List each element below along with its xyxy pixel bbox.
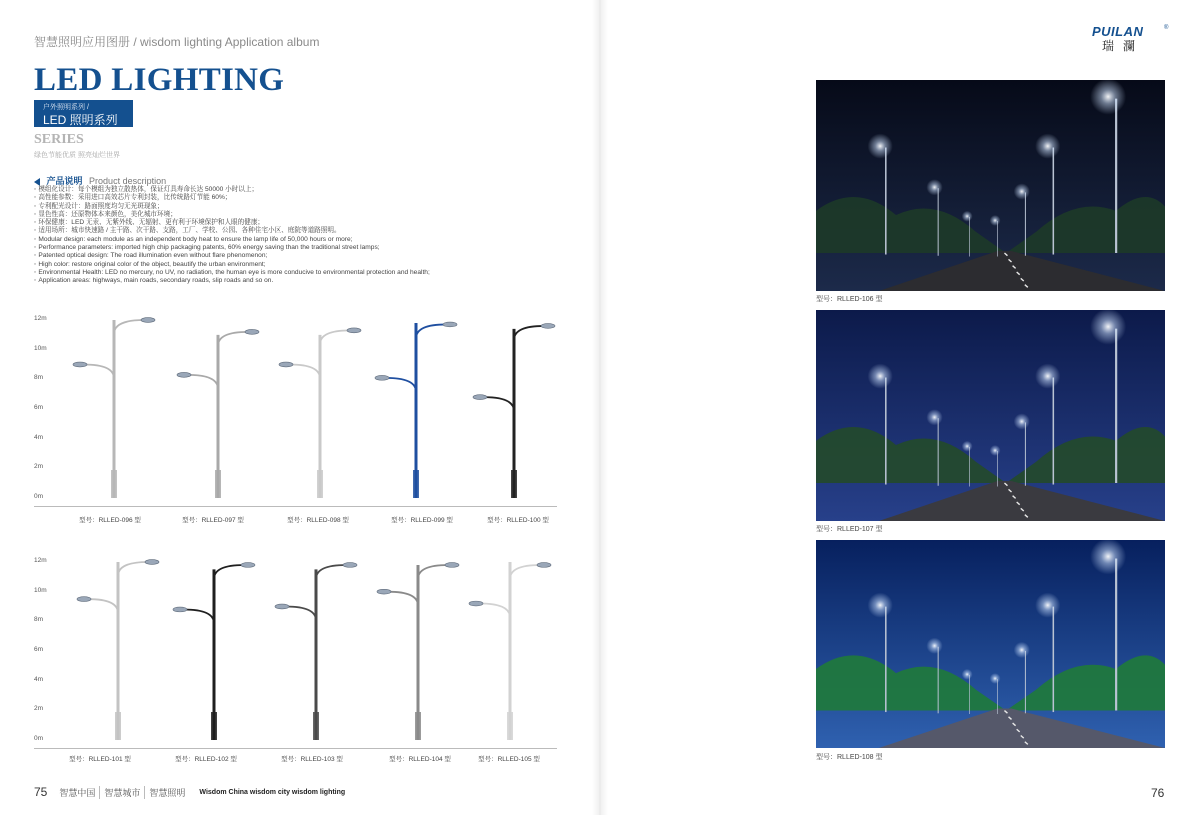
height-scale-label: 12m (34, 315, 47, 322)
pole-model-label: 型号：RLLED-101 型 (69, 756, 131, 763)
height-scale-label: 0m (34, 493, 44, 500)
ground-line (34, 748, 557, 749)
street-light-pole-icon (473, 324, 555, 498)
album-title: 智慧照明应用图册 / wisdom lighting Application album (34, 35, 320, 49)
pole-model-label: 型号：RLLED-099 型 (391, 517, 453, 524)
series-badge (34, 100, 133, 127)
pole-model-label: 型号：RLLED-102 型 (175, 756, 237, 763)
brand-logo-cn: 瑞瀾 (1102, 39, 1145, 53)
pole-row-bottom (0, 554, 600, 766)
night-street-scene (816, 540, 1165, 748)
description-line: ◦ 显色性高：还原物体本来颜色，美化城市环境； (34, 211, 579, 219)
height-scale-label: 10m (34, 586, 47, 594)
series-badge-subtitle: 户外照明系列 / (43, 104, 89, 111)
description-heading-cn: 产品说明 (46, 176, 83, 186)
description-heading-en: Product description (89, 176, 167, 186)
pole-model-label: 型号：RLLED-098 型 (287, 517, 349, 524)
triangle-marker-icon (34, 178, 40, 186)
height-scale-label: 0m (34, 735, 44, 742)
pole-model-label: 型号：RLLED-105 型 (478, 756, 540, 763)
description-line: ◦ Application areas: highways, main roads, secondary roads, slip roads and so on. (34, 277, 579, 285)
description-line: ◦ 专利配光设计：路面照度均匀无光斑现象； (34, 203, 579, 211)
description-line: ◦ 模组化设计：每个模组为独立散热体，保证灯具寿命长达 50000 小时以上； (34, 186, 579, 194)
description-line: ◦ 高性能参数：采用进口高效芯片专利封装，比传统路灯节能 60%； (34, 194, 579, 202)
street-light-pole-icon (375, 322, 457, 498)
pole-model-label: 型号：RLLED-097 型 (182, 517, 244, 524)
street-light-pole-icon (77, 560, 159, 740)
height-scale-label: 2m (34, 705, 44, 713)
pole-model-label: 型号：RLLED-096 型 (79, 517, 141, 524)
night-street-scene (816, 310, 1165, 521)
pole-row-top (0, 312, 600, 527)
night-street-photo (816, 540, 1165, 748)
ground-line (34, 506, 557, 507)
height-scale-label: 6m (34, 404, 44, 411)
height-scale-label: 4m (34, 675, 44, 683)
brand-registered-mark: ® (1164, 25, 1169, 31)
description-line: ◦ Patented optical design: The road illumination even without flare phenomenon; (34, 252, 579, 260)
pole-drawings (0, 312, 600, 504)
footer-slogan: Wisdom China wisdom city wisdom lighting (199, 788, 346, 796)
street-light-pole-icon (275, 563, 357, 740)
page-number-left: 75 (34, 785, 48, 799)
description-line: ◦ Modular design: each module as an independent body heat to ensure the lamp life of 50,000 hours or more; (34, 236, 579, 244)
height-scale-label: 4m (34, 433, 44, 441)
height-scale-label: 12m (34, 557, 47, 564)
night-street-scene (816, 80, 1165, 291)
height-scale-label: 8m (34, 616, 44, 624)
page-title: LED LIGHTING (34, 62, 285, 98)
footer-tag: 智慧照明 (144, 786, 189, 799)
series-label: SERIES (34, 132, 84, 147)
street-light-pole-icon (73, 318, 155, 498)
footer-left (34, 785, 345, 799)
height-scale-label: 8m (34, 374, 44, 382)
description-list (34, 186, 579, 286)
height-scale-label: 10m (34, 344, 47, 352)
pole-model-label: 型号：RLLED-104 型 (389, 756, 451, 763)
photo-caption: 型号：RLLED-106 型 (816, 296, 883, 303)
street-light-pole-icon (173, 563, 255, 740)
pole-model-label: 型号：RLLED-100 型 (487, 517, 549, 524)
street-light-pole-icon (469, 562, 551, 740)
photo-caption: 型号：RLLED-108 型 (816, 754, 883, 761)
description-line: ◦ 适用场所：城市快速路 / 主干路、次干路、支路，工厂、学校、公园、各种住宅小区、庭院等道路照明。 (34, 227, 579, 235)
brand-logo-en: PUILAN (1092, 24, 1144, 39)
series-slogan: 绿色节能优质 照亮灿烂世界 (34, 152, 120, 159)
pole-model-label: 型号：RLLED-103 型 (281, 756, 343, 763)
street-light-pole-icon (279, 328, 361, 498)
description-line: ◦ Environmental Health: LED no mercury, no UV, no radiation, the human eye is more conducive to environmental protection and health; (34, 269, 579, 277)
footer-tag: 智慧中国 (59, 787, 96, 798)
description-line: ◦ Performance parameters: imported high chip packaging patents, 60% energy saving than the traditional street lamps; (34, 244, 579, 252)
height-scale-label: 6m (34, 646, 44, 653)
night-street-photo (816, 80, 1165, 291)
street-light-pole-icon (377, 563, 459, 740)
footer-tag: 智慧城市 (99, 786, 144, 799)
night-street-photo (816, 310, 1165, 521)
page-number-right: 76 (1151, 786, 1165, 800)
height-scale-label: 2m (34, 463, 44, 471)
pole-drawings (0, 554, 600, 746)
description-line: ◦ 环保健康：LED 无汞、无紫外线、无辐射、更有利于环境保护和人眼的健康； (34, 219, 579, 227)
photo-caption: 型号：RLLED-107 型 (816, 526, 883, 533)
street-light-pole-icon (177, 329, 259, 498)
brand-logo (1092, 24, 1172, 54)
series-badge-title: LED 照明系列 (43, 113, 118, 127)
description-line: ◦ High color: restore original color of the object, beautify the urban environment; (34, 261, 579, 269)
